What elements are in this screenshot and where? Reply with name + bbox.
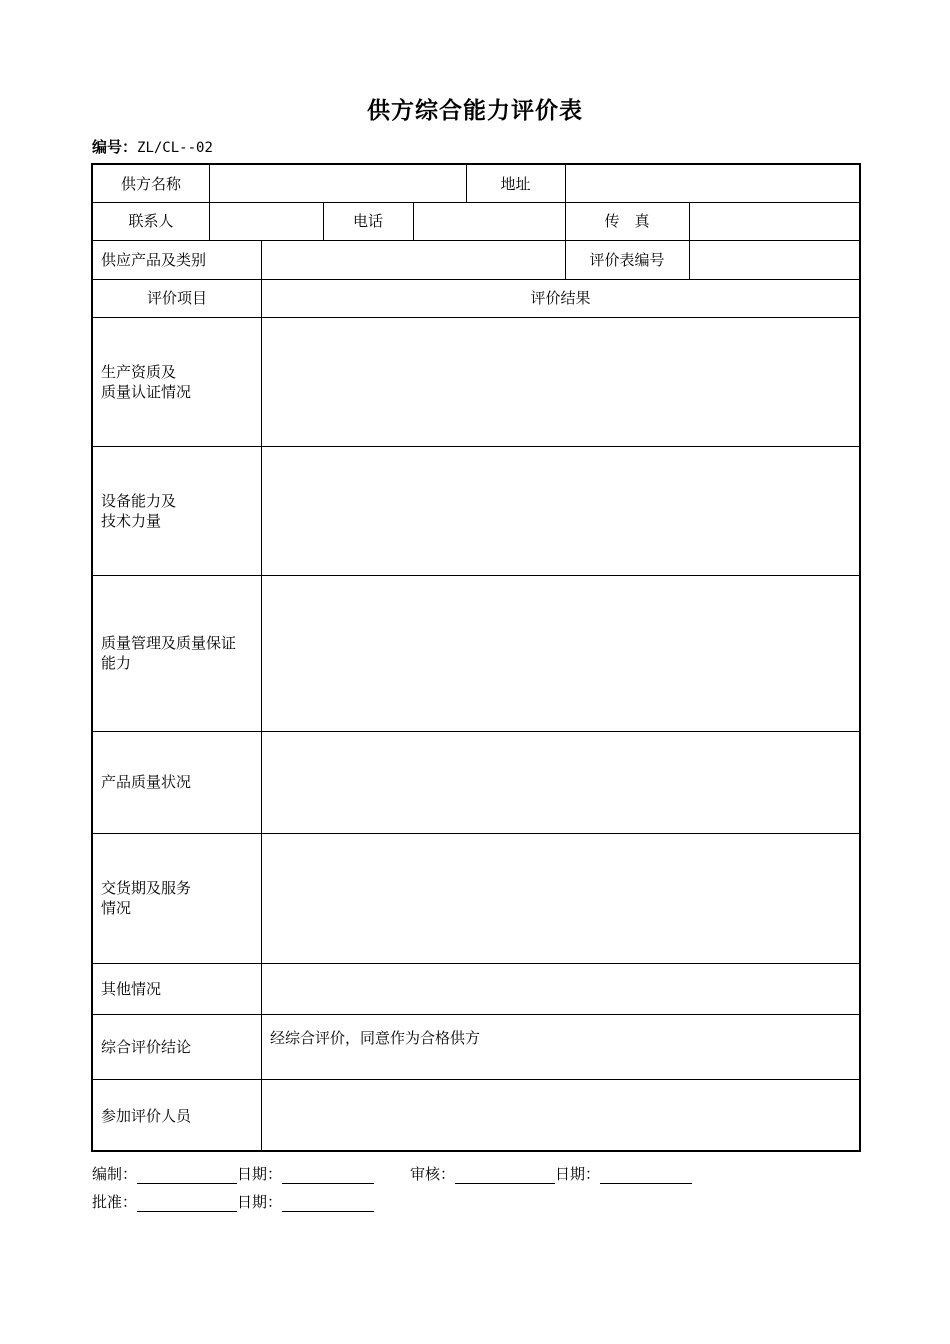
result-field-qualification[interactable] [262,317,859,446]
item-label-delivery-service: 交货期及服务 情况 [101,879,192,917]
footer-reviewed-line [410,1163,692,1184]
approved-date-label: 日期： [237,1193,283,1211]
column-header-item: 评价项目 [146,289,207,307]
products-field[interactable] [262,240,565,279]
document-number-label: 编号： [92,138,138,156]
approved-date-blank[interactable] [282,1195,374,1212]
reviewed-date-blank[interactable] [600,1167,692,1184]
item-label-quality-management: 质量管理及质量保证 能力 [101,634,237,672]
column-header-result: 评价结果 [530,289,591,307]
footer-prepared-line [92,1163,374,1184]
item-label-evaluators: 参加评价人员 [101,1106,192,1125]
prepared-label: 编制： [92,1165,138,1183]
reviewed-label: 审核： [410,1165,456,1183]
address-field[interactable] [566,165,859,202]
item-label-product-quality: 产品质量状况 [101,773,192,791]
result-field-product-quality[interactable] [262,731,859,833]
item-label-other: 其他情况 [101,979,162,998]
result-field-quality-management[interactable] [262,575,859,731]
prepared-signature-blank[interactable] [137,1167,237,1184]
form-number-label: 评价表编号 [589,250,665,269]
result-field-conclusion[interactable]: 经综合评价，同意作为合格供方 [270,1029,481,1047]
prepared-date-blank[interactable] [282,1167,374,1184]
fax-field[interactable] [690,202,859,240]
item-label-qualification: 生产资质及 质量认证情况 [101,362,192,401]
fax-label: 传 真 [604,212,650,230]
form-title: 供方综合能力评价表 [367,97,583,124]
item-label-equipment: 设备能力及 技术力量 [101,491,177,530]
contact-label: 联系人 [128,212,174,230]
reviewed-date-label: 日期： [555,1165,601,1183]
document-number [92,136,213,157]
result-field-delivery-service[interactable] [262,833,859,963]
form-number-field[interactable] [690,240,859,279]
reviewed-signature-blank[interactable] [455,1167,555,1184]
document-number-value: ZL/CL--02 [137,140,213,156]
evaluation-form-table [91,163,861,1152]
products-label: 供应产品及类别 [101,250,207,269]
contact-field[interactable] [210,202,323,240]
supplier-name-field[interactable] [210,165,466,202]
approved-signature-blank[interactable] [137,1195,237,1212]
result-field-equipment[interactable] [262,446,859,575]
result-field-evaluators[interactable] [262,1079,859,1152]
supplier-name-label: 供方名称 [120,174,181,193]
result-field-other[interactable] [262,963,859,1014]
phone-label: 电话 [352,212,383,230]
footer-approved-line [92,1191,374,1212]
prepared-date-label: 日期： [237,1165,283,1183]
approved-label: 批准： [92,1193,138,1211]
address-label: 地址 [500,174,531,193]
item-label-conclusion: 综合评价结论 [101,1037,192,1056]
phone-field[interactable] [414,202,565,240]
